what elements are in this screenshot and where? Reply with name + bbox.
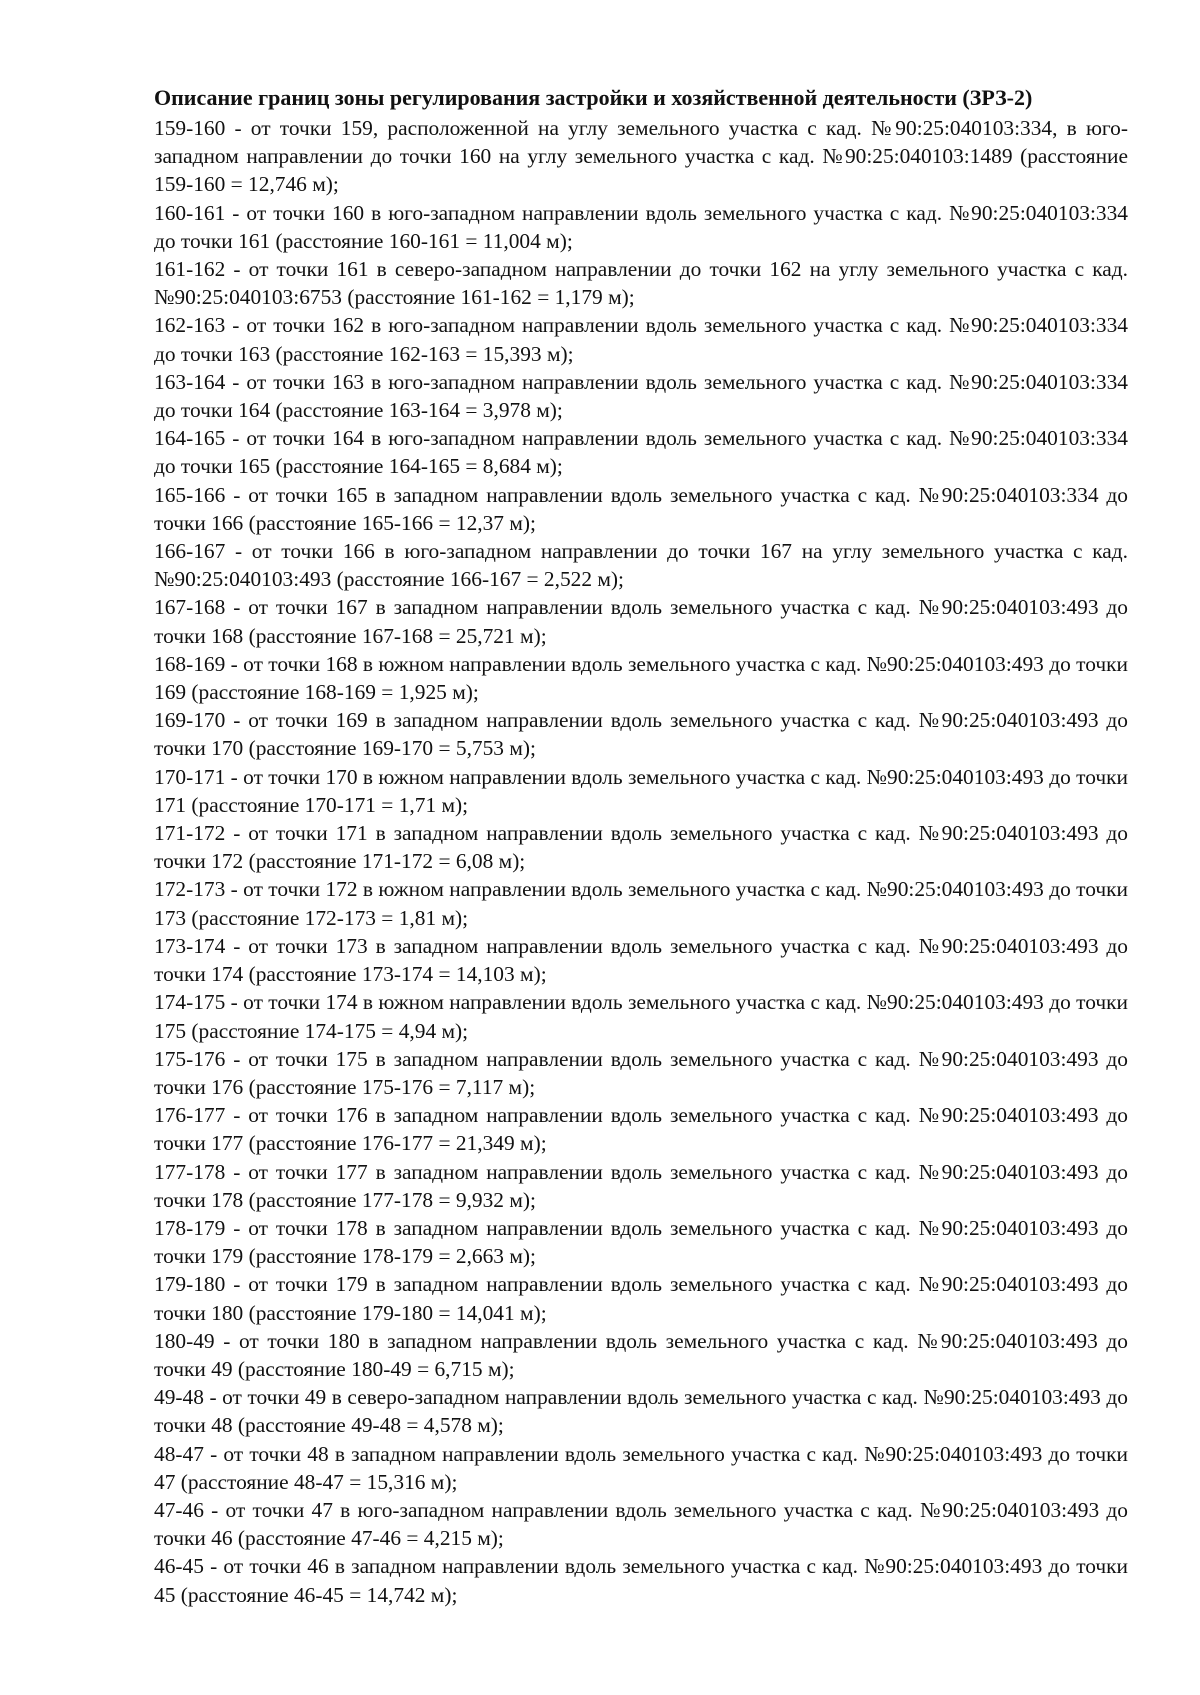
boundary-segment-entry: 160-161 - от точки 160 в юго-западном направлении вдоль земельного участка с кад. №90:25:040103:334 до точки 161 (расстояние 160-161 = 11,004 м); <box>154 200 1128 253</box>
boundary-segment-entry: 170-171 - от точки 170 в южном направлении вдоль земельного участка с кад. №90:25:040103:493 до точки 171 (расстояние 170-171 = 1,71 м); <box>154 764 1128 817</box>
boundary-segment-entry: 162-163 - от точки 162 в юго-западном направлении вдоль земельного участка с кад. №90:25:040103:334 до точки 163 (расстояние 162-163 = 15,393 м); <box>154 313 1128 366</box>
boundary-segment-entry: 48-47 - от точки 48 в западном направлении вдоль земельного участка с кад. №90:25:040103:493 до точки 47 (расстояние 48-47 = 15,316 м); <box>154 1441 1128 1494</box>
boundary-segment-entry: 164-165 - от точки 164 в юго-западном направлении вдоль земельного участка с кад. №90:25:040103:334 до точки 165 (расстояние 164-165 = 8,684 м); <box>154 426 1128 479</box>
boundary-segment-entry: 167-168 - от точки 167 в западном направлении вдоль земельного участка с кад. №90:25:040103:493 до точки 168 (расстояние 167-168 = 25,721 м); <box>154 595 1128 648</box>
boundary-segment-entry: 173-174 - от точки 173 в западном направлении вдоль земельного участка с кад. №90:25:040103:493 до точки 174 (расстояние 173-174 = 14,103 м); <box>154 933 1128 987</box>
boundary-segment-entry: 166-167 - от точки 166 в юго-западном направлении до точки 167 на углу земельного участка с кад. №90:25:040103:493 (расстояние 166-167 = 2,522 м); <box>154 539 1128 592</box>
boundary-segment-entry: 177-178 - от точки 177 в западном направлении вдоль земельного участка с кад. №90:25:040103:493 до точки 178 (расстояние 177-178 = 9,932 м); <box>154 1159 1128 1212</box>
boundary-segment-entry: 165-166 - от точки 165 в западном направлении вдоль земельного участка с кад. №90:25:040103:334 до точки 166 (расстояние 165-166 = 12,37 м); <box>154 482 1128 535</box>
boundary-segment-entry: 169-170 - от точки 169 в западном направлении вдоль земельного участка с кад. №90:25:040103:493 до точки 170 (расстояние 169-170 = 5,753 м); <box>154 708 1128 761</box>
boundary-segment-entry: 163-164 - от точки 163 в юго-западном направлении вдоль земельного участка с кад. №90:25:040103:334 до точки 164 (расстояние 163-164 = 3,978 м); <box>154 369 1128 423</box>
boundary-segment-entry: 49-48 - от точки 49 в северо-западном направлении вдоль земельного участка с кад. №90:25:040103:493 до точки 48 (расстояние 49-48 = 4,578 м); <box>154 1385 1128 1438</box>
boundary-segment-entry: 47-46 - от точки 47 в юго-западном направлении вдоль земельного участка с кад. №90:25:040103:493 до точки 46 (расстояние 47-46 = 4,215 м); <box>154 1497 1128 1551</box>
boundary-segment-entry: 176-177 - от точки 176 в западном направлении вдоль земельного участка с кад. №90:25:040103:493 до точки 177 (расстояние 176-177 = 21,349 м); <box>154 1103 1128 1156</box>
boundary-segment-entry: 159-160 - от точки 159, расположенной на углу земельного участка с кад. №90:25:040103:334, в юго-западном направлении до точки 160 на углу земельного участка с кад. №90:25:040103:1489 (расстояние 159-160 = 12,746 м); <box>154 116 1128 197</box>
boundary-segment-entry: 179-180 - от точки 179 в западном направлении вдоль земельного участка с кад. №90:25:040103:493 до точки 180 (расстояние 179-180 = 14,041 м); <box>154 1272 1128 1325</box>
document-title: Описание границ зоны регулирования застройки и хозяйственной деятельности (ЗРЗ-2) <box>154 85 1033 110</box>
boundary-segment-entry: 161-162 - от точки 161 в северо-западном направлении до точки 162 на углу земельного участка с кад. №90:25:040103:6753 (расстояние 161-162 = 1,179 м); <box>154 257 1128 310</box>
boundary-segment-entry: 174-175 - от точки 174 в южном направлении вдоль земельного участка с кад. №90:25:040103:493 до точки 175 (расстояние 174-175 = 4,94 м); <box>154 990 1128 1043</box>
document-page <box>154 84 1128 1609</box>
boundary-segment-entry: 172-173 - от точки 172 в южном направлении вдоль земельного участка с кад. №90:25:040103:493 до точки 173 (расстояние 172-173 = 1,81 м); <box>154 877 1128 930</box>
boundary-segment-list <box>154 114 1128 1609</box>
boundary-segment-entry: 46-45 - от точки 46 в западном направлении вдоль земельного участка с кад. №90:25:040103:493 до точки 45 (расстояние 46-45 = 14,742 м); <box>154 1554 1128 1607</box>
boundary-segment-entry: 175-176 - от точки 175 в западном направлении вдоль земельного участка с кад. №90:25:040103:493 до точки 176 (расстояние 175-176 = 7,117 м); <box>154 1046 1128 1099</box>
boundary-segment-entry: 180-49 - от точки 180 в западном направлении вдоль земельного участка с кад. №90:25:040103:493 до точки 49 (расстояние 180-49 = 6,715 м); <box>154 1328 1128 1381</box>
boundary-segment-entry: 178-179 - от точки 178 в западном направлении вдоль земельного участка с кад. №90:25:040103:493 до точки 179 (расстояние 178-179 = 2,663 м); <box>154 1215 1128 1269</box>
boundary-segment-entry: 171-172 - от точки 171 в западном направлении вдоль земельного участка с кад. №90:25:040103:493 до точки 172 (расстояние 171-172 = 6,08 м); <box>154 821 1128 874</box>
boundary-segment-entry: 168-169 - от точки 168 в южном направлении вдоль земельного участка с кад. №90:25:040103:493 до точки 169 (расстояние 168-169 = 1,925 м); <box>154 651 1128 705</box>
